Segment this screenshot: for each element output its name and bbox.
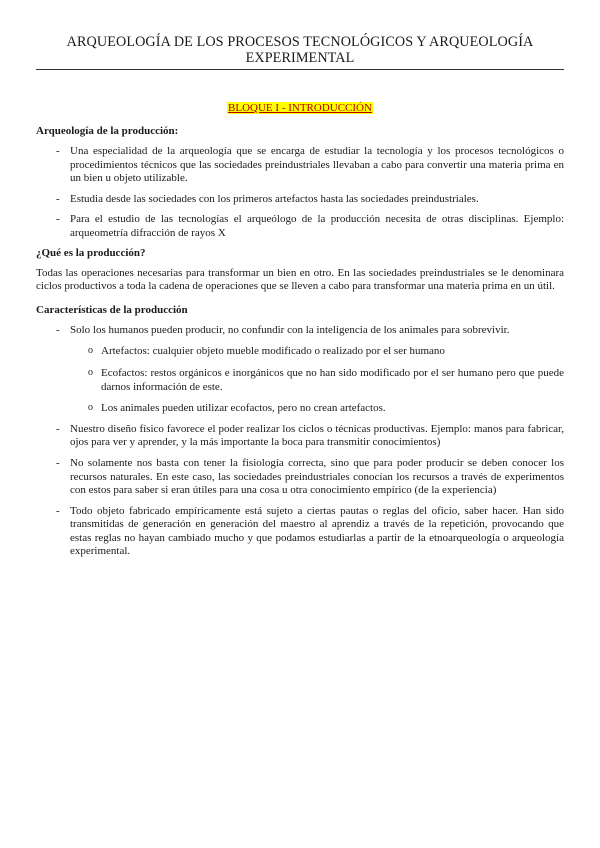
- dash-bullet: -: [56, 422, 60, 435]
- sublist-item: [36, 402, 564, 416]
- list-item-text: No solamente nos basta con tener la fisiología correcta, sino que para poder producir se deben conocer los recursos naturales. En este caso, las sociedades preindustriales conocían los recursos a través de experimentos con estos para saber si eran útiles para una cosa u otra conocimiento empírico (de la experiencia): [70, 456, 564, 497]
- dash-bullet: -: [56, 504, 60, 517]
- list-item-text: Para el estudio de las tecnologías el arqueólogo de la producción necesita de otras disciplinas. Ejemplo: arqueometría difracción de rayos X: [70, 213, 564, 239]
- sublist-item-text: Los animales pueden utilizar ecofactos, pero no crean artefactos.: [101, 402, 386, 415]
- sublist-item: [36, 367, 564, 394]
- circle-bullet: o: [88, 345, 93, 357]
- section-heading-que-es: ¿Qué es la producción?: [36, 246, 146, 259]
- dash-bullet: -: [56, 323, 60, 336]
- sublist-item-text: Artefactos: cualquier objeto mueble modificado o realizado por el ser humano: [101, 345, 445, 358]
- document-title: ARQUEOLOGÍA DE LOS PROCESOS TECNOLÓGICOS Y ARQUEOLOGÍA EXPERIMENTAL: [66, 34, 534, 66]
- sublist-item-text: Ecofactos: restos orgánicos e inorgánicos que no han sido modificado por el ser humano pero que puede darnos información de este.: [101, 366, 564, 393]
- dash-bullet: -: [56, 213, 60, 226]
- bloque-heading-wrap: [36, 98, 564, 116]
- list-item: [36, 505, 564, 559]
- circle-bullet: o: [88, 402, 93, 414]
- list-item: [36, 213, 564, 240]
- list-item: [36, 324, 564, 338]
- caracteristicas-list: [36, 324, 564, 338]
- list-item-text: Nuestro diseño físico favorece el poder realizar los ciclos o técnicas productivas. Ejemplo: manos para fabricar, ojos para ver y aprender, y la más importante la boca para transmitir conocimientos): [70, 422, 564, 449]
- dash-bullet: -: [56, 192, 60, 205]
- list-item-text: Todo objeto fabricado empíricamente está sujeto a ciertas pautas o reglas del oficio, saber hacer. Han sido transmitidas de generación en generación del maestro al aprendiz a través de la repetición, provocando que estas reglas no hayan cambiado mucho y que podamos estudiarlas a partir de la etnoarqueología o arqueología experimental.: [70, 504, 564, 558]
- section-heading-produccion: Arqueología de la producción:: [36, 125, 179, 137]
- dash-bullet: -: [56, 145, 60, 157]
- circle-bullet: o: [88, 366, 93, 378]
- list-item-text: Una especialidad de la arqueología que se encarga de estudiar la tecnología y los procesos tecnológicos o procedimientos técnicos que las sociedades preindustriales llevaban a cabo para convertir una materia prima en un bien u objeto utilizable.: [70, 145, 564, 185]
- title-divider: [36, 69, 564, 70]
- list-item: [36, 193, 564, 207]
- sublist-item: [36, 345, 564, 359]
- document-page: [36, 30, 564, 559]
- list-item: [36, 423, 564, 450]
- caracteristicas-sublist: [36, 345, 564, 415]
- list-item: [36, 457, 564, 498]
- produccion-list: [36, 145, 564, 241]
- dash-bullet: -: [56, 456, 60, 469]
- caracteristicas-list-rest: [36, 423, 564, 559]
- que-es-paragraph: Todas las operaciones necesarias para transformar un bien en otro. En las sociedades preindustriales se le denominara ciclos productivos a toda la cadena de operaciones que se lleven a cabo para transformar una materia prima en un útil.: [36, 266, 564, 293]
- list-item-text: Solo los humanos pueden producir, no confundir con la inteligencia de los animales para sobrevivir.: [70, 323, 510, 336]
- list-item-text: Estudia desde las sociedades con los primeros artefactos hasta las sociedades preindustriales.: [70, 192, 479, 205]
- list-item: [36, 145, 564, 186]
- bloque-heading: BLOQUE I - INTRODUCCIÓN: [228, 102, 372, 114]
- section-heading-caracteristicas: Características de la producción: [36, 303, 188, 316]
